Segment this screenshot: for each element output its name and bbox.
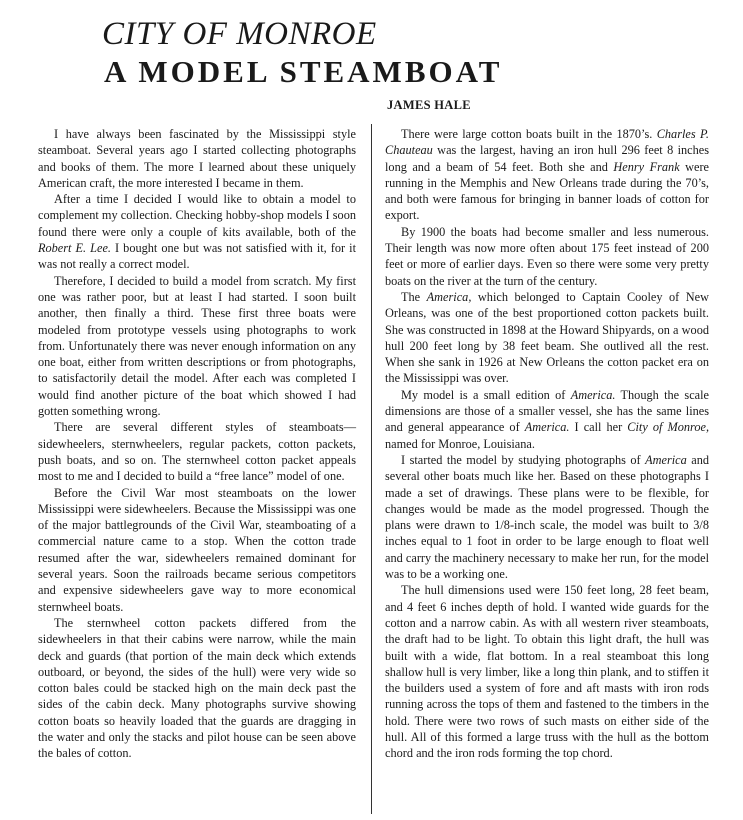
article-subtitle: A MODEL STEAMBOAT <box>104 54 503 89</box>
text-run: were running in the Memphis and New Orleans trade during the 70’s, and both were famous for bringing in banner loads of cotton for export. <box>385 159 710 223</box>
text-run: By 1900 the boats had become smaller and less numerous. Their length was now more often about 175 feet instead of 200 feet or more of earlier days. Even so there were some very pretty boats on the river at the turn of the century. <box>385 224 709 288</box>
italic-text: Charles P. Chauteau <box>385 127 709 158</box>
paragraph <box>385 582 709 761</box>
text-run: Therefore, I decided to build a model from scratch. My first one was rather poor, but at least I had started. I soon built another, then finally a third. These first three boats were modeled from prototype vessels using photographs to work from. Unfortunately there was never enough information on any one boat, either from written descriptions or from photographs, to satisfactorily detail the model. After each was completed I would find another picture of the boat which showed I had gotten something wrong. <box>38 273 356 419</box>
paragraph <box>38 615 356 762</box>
text-run: I bought one but was not satisfied with it, for it was not really a correct model. <box>38 241 356 272</box>
text-run: The <box>401 289 427 304</box>
paragraph <box>385 289 709 387</box>
italic-text: City of Monroe, <box>627 420 710 435</box>
italic-text: America <box>645 452 687 467</box>
text-run: The sternwheel cotton packets differed from the sidewheelers in that their cabins were narrow, while the main deck and guards (that portion of the main deck which extends outboard, or beyond, the sides of the hull) were very wide so cotton bales could be stacked high on the main deck past the sides of the cabin deck. Many photographs survive showing cotton boats so heavily loaded that the guards are dragging in the water and only the stacks and pilot house can be seen above the bales of cotton. <box>38 615 356 761</box>
text-run: I call her <box>569 420 628 435</box>
left-column <box>38 126 356 762</box>
paragraph <box>385 224 709 289</box>
right-column <box>385 126 709 762</box>
paragraph <box>38 191 356 272</box>
text-run: which belonged to Captain Cooley of New Orleans, was one of the best proportioned cotton packets built. She was constructed in 1898 at the Howard Shipyards, on a wood hull 200 feet long by 38 feet beam. She outlived all the rest. When she sank in 1926 at New Orleans the cotton packet era on the Mississippi was over. <box>385 289 709 386</box>
text-run: After a time I decided I would like to obtain a model to complement my collection. Checking hobby-shop models I soon found there were only a couple of kits available, both of the <box>38 192 356 239</box>
column-divider <box>371 124 372 814</box>
text-run: Though the scale dimensions are those of a smaller vessel, she has the same lines and general appearance of <box>385 387 709 435</box>
text-run: My model is a small edition of <box>401 387 571 402</box>
text-run: and several other boats much like her. Based on these photographs I made a set of drawings. These plans were to be flexible, for changes would be made as the model progressed. Though the plans were drawn to 1/8-inch scale, the model was built to 3/8 inches equal to 1 foot in order to be large enough to float well and carry the machinery necessary to make her run, for the model was to be a working one. <box>385 452 709 582</box>
paragraph <box>385 387 709 452</box>
text-run: Before the Civil War most steamboats on the lower Mississippi were sidewheelers. Because the Mississippi was one of the major battlegrounds of the Civil War, steamboating of a commercial nature came to a stop. When the cotton trade resumed after the war, sidewheelers remained dominant for several years. Soon the railroads became serious competitors and expensive sidewheelers gave way to more economical sternwheel boats. <box>38 485 356 614</box>
italic-text: Robert E. Lee. <box>38 241 111 256</box>
paragraph <box>385 452 709 582</box>
italic-text: America. <box>570 387 616 402</box>
paragraph <box>38 485 356 615</box>
italic-text: America. <box>524 420 570 435</box>
text-run: I started the model by studying photographs of <box>401 452 646 467</box>
paragraph <box>38 273 356 420</box>
italic-text: America, <box>426 289 472 304</box>
text-run: named for Monroe, Louisiana. <box>385 436 535 451</box>
paragraph <box>385 126 709 224</box>
text-run: I have always been fascinated by the Mississippi style steamboat. Several years ago I started collecting photographs and books of them. The more I learned about these uniquely American craft, the more interested I became in them. <box>38 127 356 190</box>
text-run: There were large cotton boats built in the 1870’s. <box>401 127 657 141</box>
author-byline: JAMES HALE <box>387 98 471 112</box>
paragraph <box>38 126 356 191</box>
paragraph <box>38 419 356 484</box>
text-run: There are several different styles of steamboats—sidewheelers, sternwheelers, regular packets, cotton packets, push boats, and so on. The sternwheel cotton packet appeals most to me and I decided to build a “free lance” model of one. <box>38 420 356 484</box>
text-run: The hull dimensions used were 150 feet long, 28 feet beam, and 4 feet 6 inches depth of hold. I wanted wide guards for the cotton and a narrow cabin. As with all western river steamboats, the draft had to be light. To obtain this light draft, the hull was built with a wide, flat bottom. In a real steamboat this long shallow hull is very limber, like a long thin plank, and to stiffen it the builders used a system of fore and aft masts with iron rods running across the tops of them and fastened to the timbers in the hold. There were two rows of such masts on either side of the hull. All of this formed a large truss with the hull as the bottom chord and the iron rods forming the top chord. <box>385 583 709 761</box>
text-run: was the largest, having an iron hull 296 feet 8 inches long and a beam of 54 feet. Both she and <box>385 143 709 174</box>
italic-text: Henry Frank <box>613 159 680 174</box>
article-title: CITY OF MONROE <box>102 16 377 52</box>
